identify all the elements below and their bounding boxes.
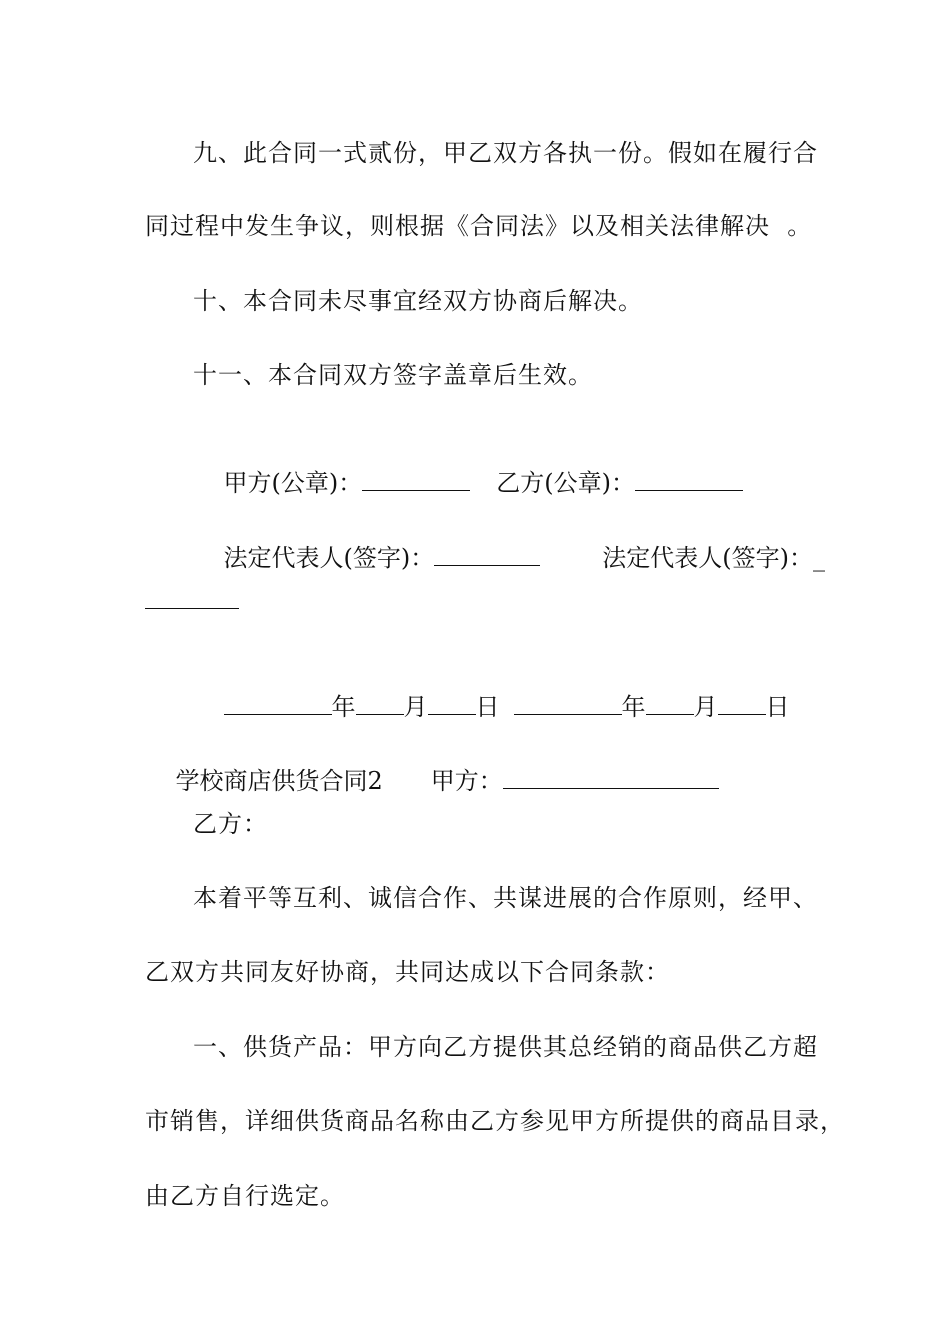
date-a-month-label: 月 xyxy=(403,693,428,721)
contract-2-party-b-label: 乙方： xyxy=(193,810,268,838)
representative-row xyxy=(193,509,825,606)
party-a-seal-blank xyxy=(362,466,470,491)
party-b-seal-blank xyxy=(635,466,743,491)
date-b-month-label: 月 xyxy=(693,693,718,721)
date-b-year-label: 年 xyxy=(621,693,646,721)
item-1-line-2: 市销售，详细供货商品名称由乙方参见甲方所提供的商品目录， xyxy=(145,1107,845,1135)
item-1-line-3: 由乙方自行选定。 xyxy=(145,1182,345,1210)
clause-9-line-1: 九、此合同一式贰份，甲乙双方各执一份。假如在履行合 xyxy=(193,139,818,167)
rep-b-label: 法定代表人(签字)：_ xyxy=(602,544,825,572)
intro-line-1: 本着平等互利、诚信合作、共谋进展的合作原则，经甲、 xyxy=(193,884,818,912)
date-a-month-blank xyxy=(356,690,404,715)
clause-10: 十、本合同未尽事宜经双方协商后解决。 xyxy=(193,287,643,315)
clause-11: 十一、本合同双方签字盖章后生效。 xyxy=(193,361,593,389)
party-b-seal-label: 乙方(公章)： xyxy=(496,469,635,497)
date-a-day-blank xyxy=(428,690,476,715)
date-b-month-blank xyxy=(646,690,694,715)
date-b-day-blank xyxy=(718,690,766,715)
item-1-line-1: 一、供货产品：甲方向乙方提供其总经销的商品供乙方超 xyxy=(193,1033,818,1061)
intro-line-2: 乙双方共同友好协商，共同达成以下合同条款： xyxy=(145,958,670,986)
contract-2-party-a-label: 甲方： xyxy=(430,767,503,795)
rep-a-blank xyxy=(434,541,540,566)
date-b-year-blank xyxy=(514,690,622,715)
clause-9-line-2: 同过程中发生争议，则根据《合同法》以及相关法律解决 。 xyxy=(145,212,813,240)
date-b-day-label: 日 xyxy=(765,693,790,721)
date-a-year-label: 年 xyxy=(331,693,356,721)
rep-b-blank-continued xyxy=(145,608,239,609)
party-a-seal-label: 甲方(公章)： xyxy=(223,469,363,497)
contract-2-title: 学校商店供货合同2 xyxy=(175,767,383,795)
date-a-day-label: 日 xyxy=(475,693,500,721)
contract-2-party-a-blank xyxy=(503,764,719,789)
rep-a-label: 法定代表人(签字)： xyxy=(223,544,435,572)
date-a-year-blank xyxy=(224,690,332,715)
